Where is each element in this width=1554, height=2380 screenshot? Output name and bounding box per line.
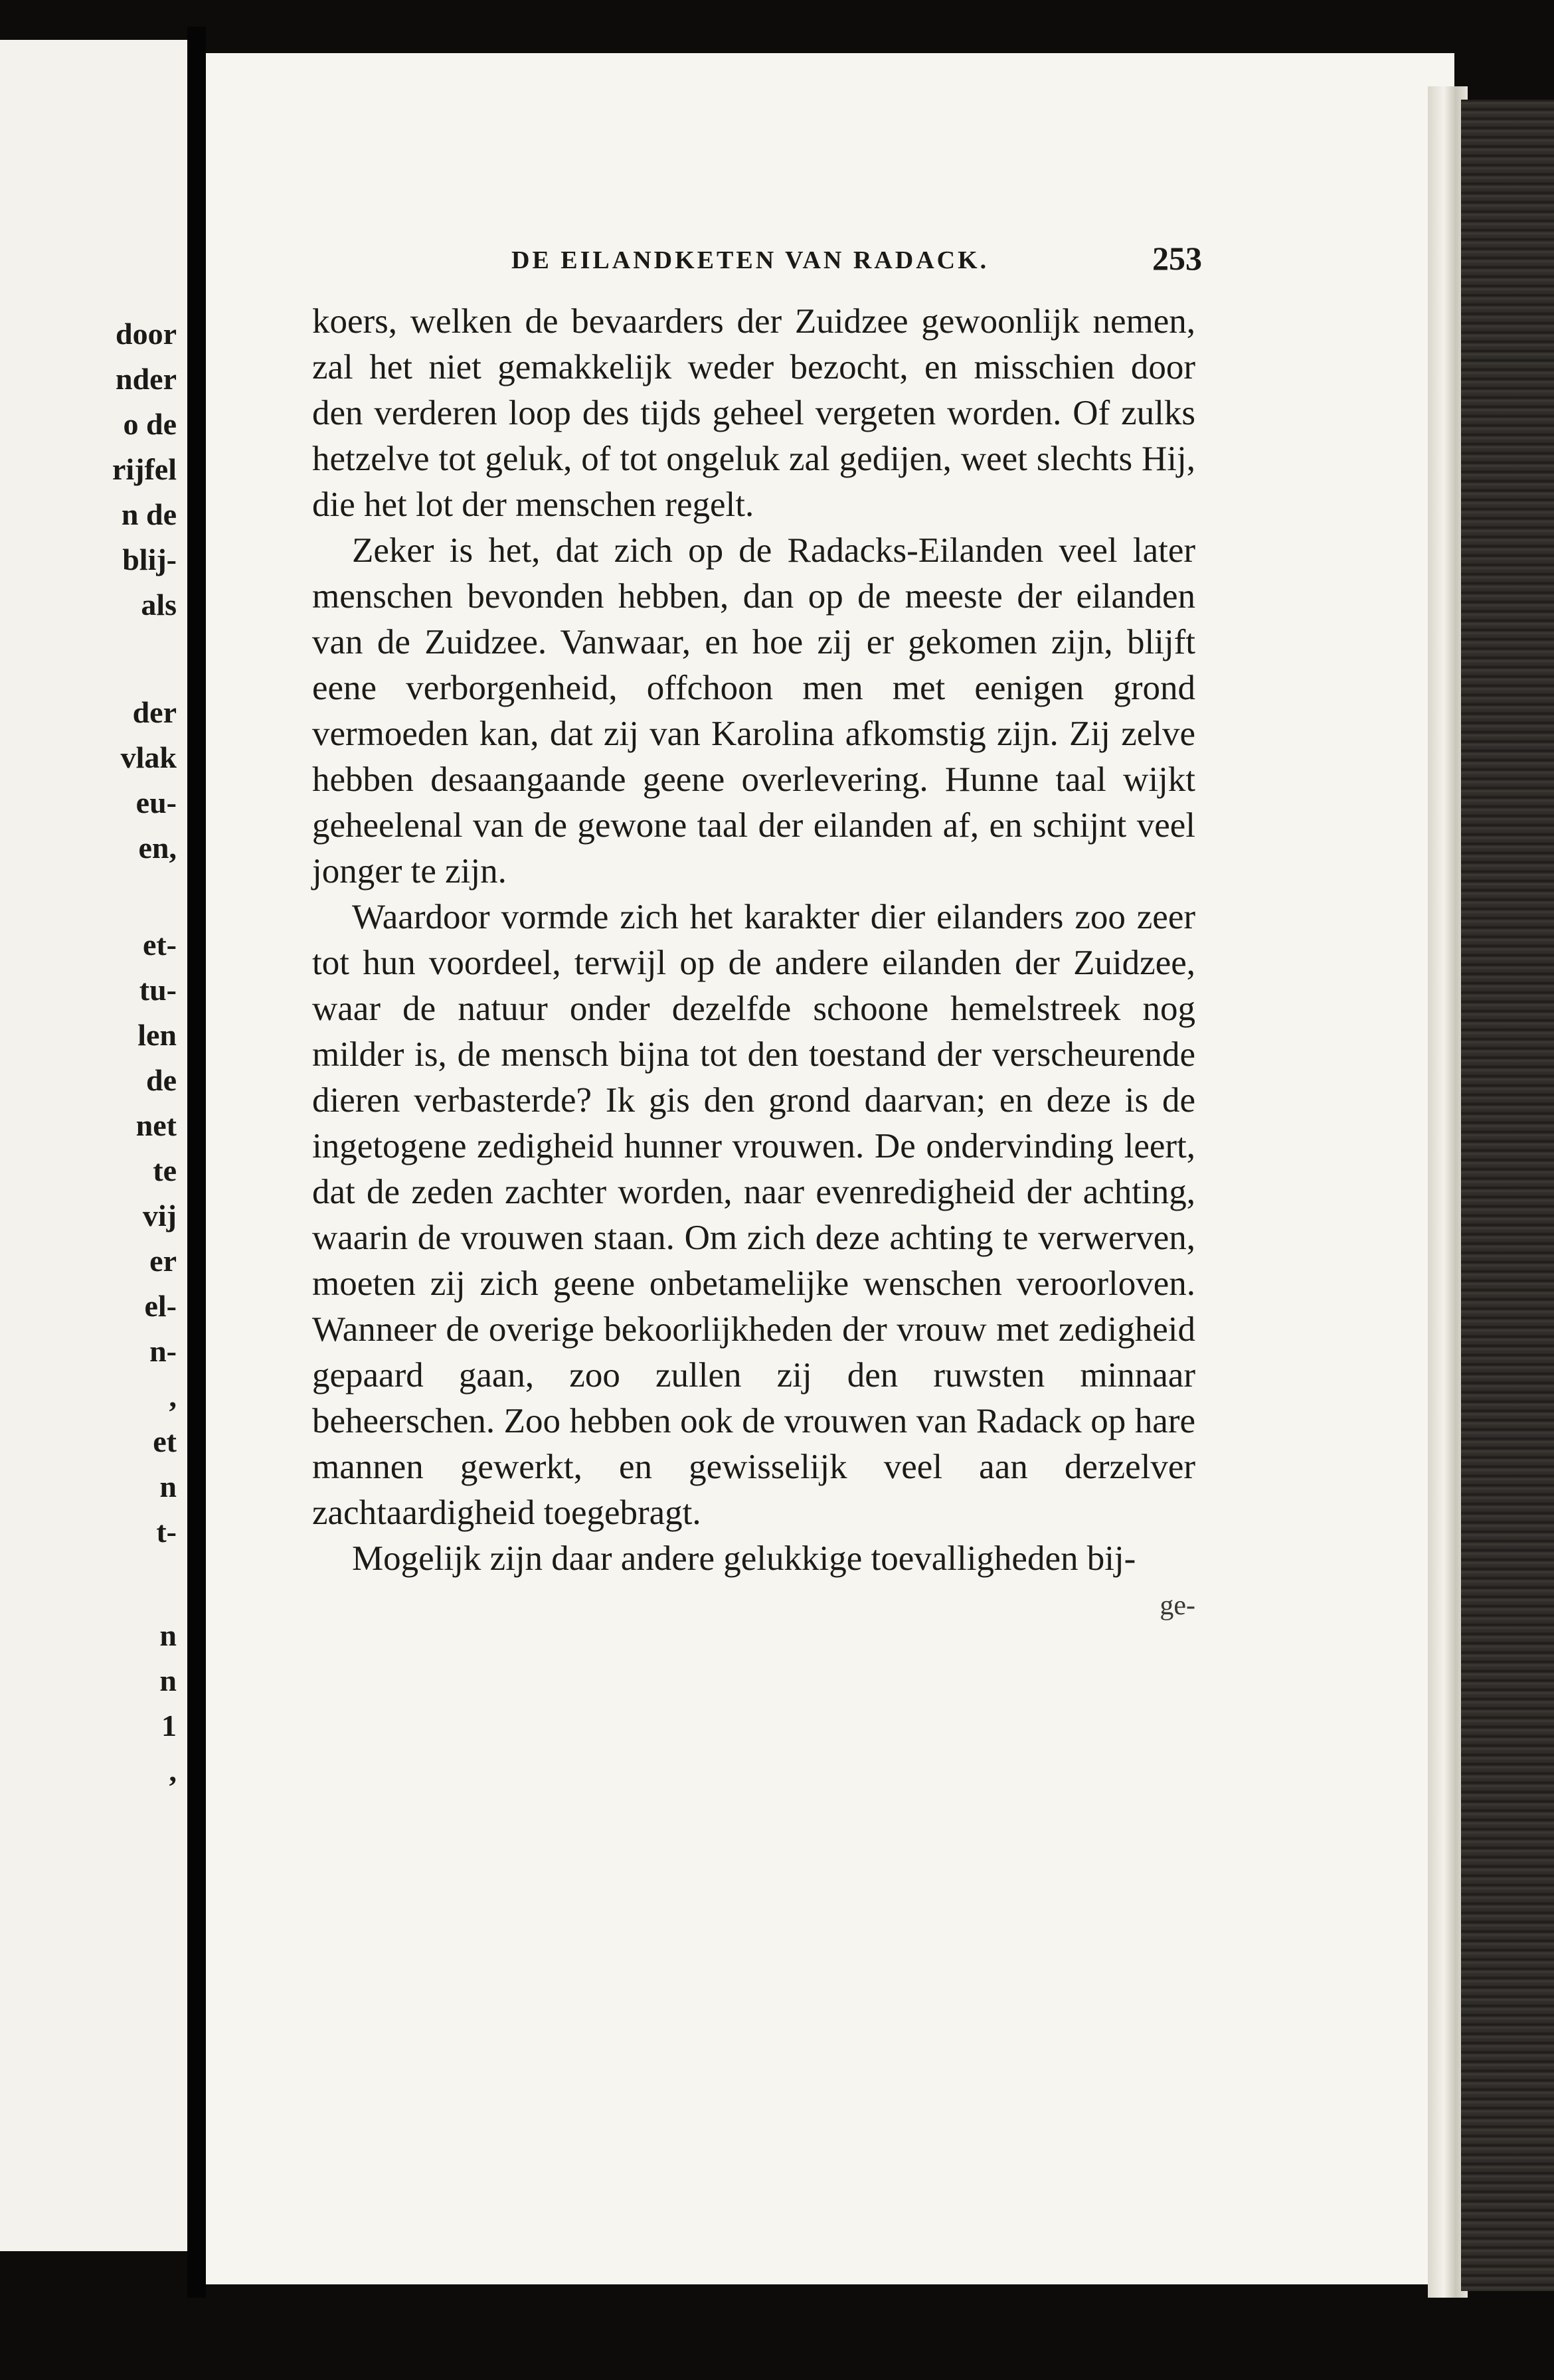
paragraph: Waardoor vormde zich het karakter dier eilanders zoo zeer tot hun voordeel, terwijl op de andere eilanden der Zuidzee, waar de natuur onder dezelfde schoone hemelstreek nog milder is, de mensch bijna tot den toestand der verscheurende dieren verbasterde? Ik gis den grond daarvan; en deze is de ingetogene zedigheid hunner vrouwen. De ondervinding leert, dat de zeden zachter worden, naar evenredigheid der achting, waarin de vrouwen staan. Om zich deze achting te verwerven, moeten zij zich geene onbetamelijke wenschen veroorloven. Wanneer de overige bekoorlijkheden der vrouw met zedigheid gepaard gaan, zoo zullen zij den ruwsten minnaar beheerschen. Zoo hebben ook de vrouwen van Radack op hare mannen gewerkt, en gewisselijk veel aan derzelver zachtaardigheid toegebragt. (312, 898, 1195, 1532)
facing-page-fragment: rijfel (112, 452, 177, 486)
facing-page-fragment: nder (116, 362, 177, 396)
facing-page-fragment: n (159, 1663, 177, 1697)
facing-page-fragment: door (116, 317, 177, 351)
facing-page-fragment: n- (149, 1334, 177, 1368)
facing-page-fragment: vlak (120, 740, 177, 774)
facing-page-fragment: n (159, 1470, 177, 1503)
facing-page-fragment: de (146, 1063, 177, 1097)
paragraph: koers, welken de bevaarders der Zuidzee gewoonlijk nemen, zal het niet gemakkelijk weder bezocht, en misschien door den verderen loop des tijds geheel vergeten worden. Of zulks hetzelve tot geluk, of tot ongeluk zal gedijen, weet slechts Hij, die het lot der menschen regelt. (312, 302, 1195, 524)
facing-page-fragment: et (153, 1424, 177, 1458)
facing-page-fragment: der (132, 695, 177, 729)
running-head: DE EILANDKETEN VAN RADACK. (511, 246, 990, 274)
book-gutter (187, 27, 206, 2298)
facing-page-fragment: et- (142, 928, 177, 962)
facing-page-fragment: vij (142, 1199, 177, 1232)
facing-page-fragment: eu- (135, 786, 177, 819)
facing-page-fragment: n (159, 1618, 177, 1652)
facing-page-fragment: t- (156, 1515, 177, 1549)
facing-page-fragment: len (137, 1018, 177, 1052)
body-text (312, 299, 1195, 1621)
catchword: ge- (1160, 1590, 1195, 1621)
facing-page-fragment: blij- (122, 543, 177, 576)
facing-page-fragment: te (153, 1153, 177, 1187)
paragraph: Zeker is het, dat zich op de Radacks-Eilanden veel later menschen bevonden hebben, dan op de meeste der eilanden van de Zuidzee. Vanwaar, en hoe zij er gekomen zijn, blijft eene verborgenheid, offchoon men met eenigen grond vermoeden kan, dat zij van Karolina afkomstig zijn. Zij zelve hebben desaangaande geene overlevering. Hunne taal wijkt geheelenal van de gewone taal der eilanden af, en schijnt veel jonger te zijn. (312, 531, 1195, 891)
facing-page-fragment: tu- (139, 973, 177, 1007)
facing-page-fragment: , (169, 1379, 177, 1413)
facing-page-fragment: n de (121, 497, 177, 531)
page-number: 253 (1152, 240, 1202, 277)
facing-page (0, 40, 191, 2251)
facing-page-fragment: net (135, 1108, 177, 1142)
facing-page-fragment: el- (144, 1289, 177, 1323)
paragraph: Mogelijk zijn daar andere gelukkige toevalligheden bij- (352, 1539, 1136, 1578)
facing-page-fragment: 1 (161, 1709, 177, 1742)
book-spine (1461, 100, 1554, 2291)
page-header (511, 239, 1202, 286)
facing-page-fragment: en, (138, 831, 177, 865)
facing-page-fragment: , (169, 1754, 177, 1788)
facing-page-fragment: o de (123, 407, 177, 441)
facing-page-fragment: er (149, 1244, 177, 1278)
facing-page-fragment: als (141, 588, 177, 622)
